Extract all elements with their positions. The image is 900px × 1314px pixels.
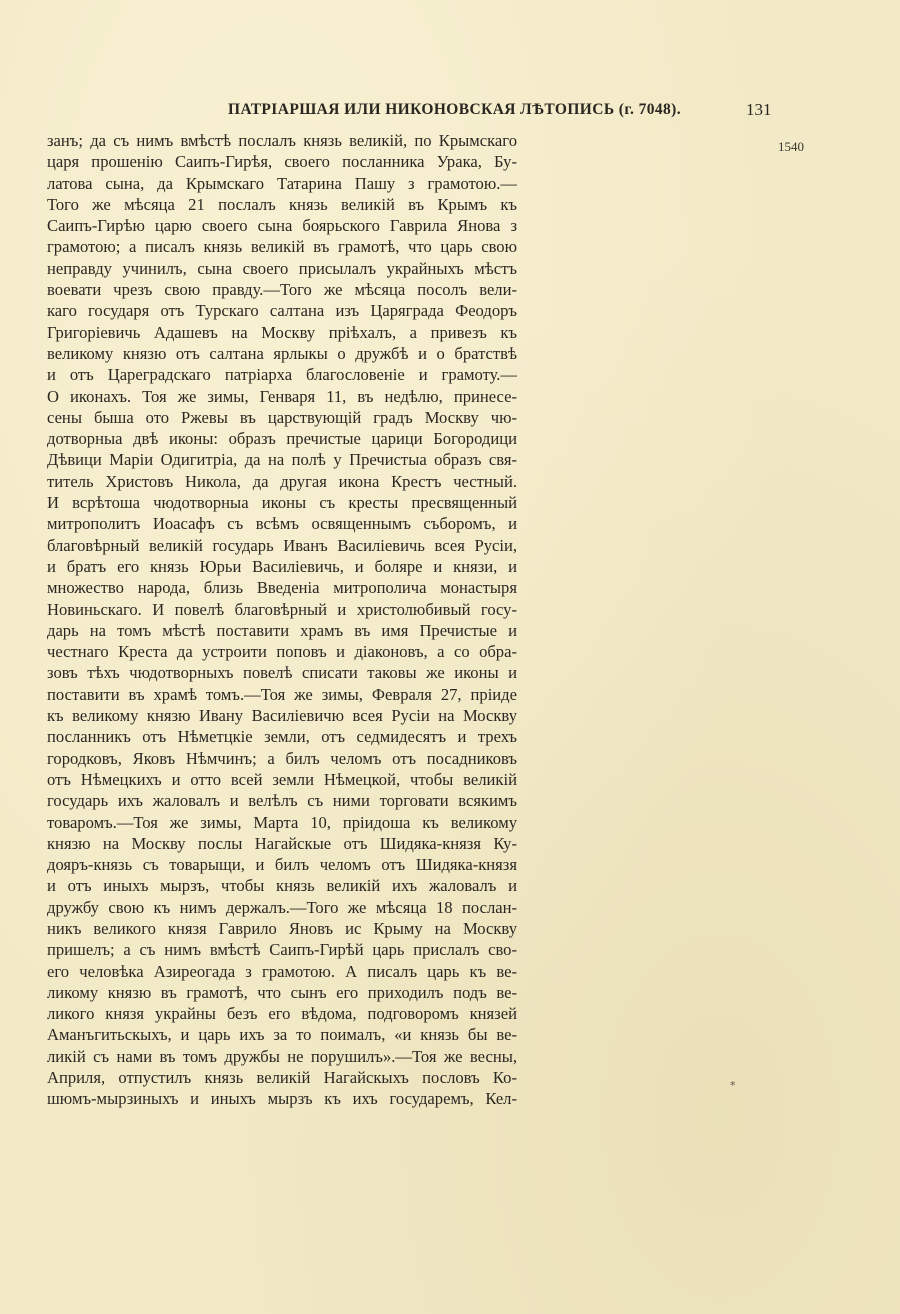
text-line: пришелъ; а съ нимъ вмѣстѣ Саипъ-Гирѣй царь прислалъ сво-: [47, 940, 517, 960]
text-line: государь ихъ жаловалъ и велѣлъ съ ними торговати всякимъ: [47, 791, 517, 811]
text-line: князю на Москву послы Нагайскые отъ Шидяка-князя Ку-: [47, 833, 517, 853]
text-line: неправду учинилъ, сына своего присылалъ украйныхъ мѣстъ: [47, 258, 517, 278]
text-line: зовъ тѣхъ чюдотворныхъ повелѣ списати таковы же иконы и: [47, 663, 517, 683]
text-line: занъ; да съ нимъ вмѣстѣ послалъ князь великій, по Крымскаго: [47, 131, 517, 150]
text-line: дотворныа двѣ иконы: образъ пречистые царици Богородици: [47, 429, 517, 449]
text-line: Аманъгитьскыхъ, и царь ихъ за то поималъ, «и князь бы ве-: [47, 1025, 517, 1045]
text-line: великому князю отъ салтана ярлыкы о дружбѣ и о братствѣ: [47, 343, 517, 363]
text-line: Дѣвици Маріи Одигитріа, да на полѣ у Пречистыа образъ свя-: [47, 450, 517, 470]
margin-year-note: 1540: [778, 139, 804, 154]
text-line: сены быша ото Ржевы въ царствующій градъ Москву чю-: [47, 407, 517, 427]
text-line: городковъ, Яковъ Нѣмчинъ; а билъ челомъ отъ посадниковъ: [47, 748, 517, 768]
page-number: 131: [746, 100, 772, 119]
text-line: посланникъ отъ Нѣметцкіе земли, отъ седмидесятъ и трехъ: [47, 727, 517, 747]
text-line: титель Христовъ Никола, да другая икона Крестъ честный.: [47, 471, 517, 491]
text-line: дружбу свою къ нимъ держалъ.—Того же мѣсяца 18 послан-: [47, 897, 517, 917]
text-line: поставити въ храмѣ томъ.—Тоя же зимы, Февраля 27, пріиде: [47, 684, 517, 704]
text-line: къ великому князю Ивану Василіевичю всея Русіи на Москву: [47, 706, 517, 726]
text-line: митрополитъ Иоасафъ съ всѣмъ освященнымъ съборомъ, и: [47, 514, 517, 534]
text-line: Саипъ-Гирѣю царю своего сына боярьского Гаврила Янова з: [47, 216, 517, 236]
print-speck: *: [730, 1079, 736, 1092]
text-line: Новиньскаго. И повелѣ благовѣрный и христолюбивый госу-: [47, 599, 517, 619]
text-line: воевати чрезъ свою правду.—Того же мѣсяца посолъ вели-: [47, 280, 517, 300]
running-title: ПАТРІАРШАЯ ИЛИ НИКОНОВСКАЯ ЛѢТОПИСЬ (г. 7048).: [228, 101, 682, 118]
text-line: латова сына, да Крымскаго Татарина Пашу з грамотою.—: [47, 173, 517, 193]
text-line: благовѣрный великій государь Иванъ Василіевичь всея Русіи,: [47, 535, 517, 555]
text-line: ликого князя украйны безъ его вѣдома, подговоромъ князей: [47, 1004, 517, 1024]
text-line: его человѣка Азиреогада з грамотою. А писалъ царь къ ве-: [47, 961, 517, 981]
text-line: шюмъ-мырзиныхъ и иныхъ мырзъ къ ихъ государемъ, Кел-: [47, 1089, 517, 1109]
text-line: множество народа, близь Введеніа митрополича монастыря: [47, 578, 517, 598]
text-line: ликій съ нами въ томъ дружбы не порушилъ».—Тоя же весны,: [47, 1046, 517, 1066]
text-line: грамотою; а писалъ князь великій въ грамотѣ, что царь свою: [47, 237, 517, 257]
text-line: Григоріевичь Адашевъ на Москву пріѣхалъ, а привезъ къ: [47, 322, 517, 342]
text-line: никъ великого князя Гаврило Яновъ ис Крыму на Москву: [47, 918, 517, 938]
text-line: и отъ иныхъ мырзъ, чтобы князь великій ихъ жаловалъ и: [47, 876, 517, 896]
text-line: царя прошенію Саипъ-Гирѣя, своего посланника Урака, Бу-: [47, 152, 517, 172]
text-line: честнаго Креста да устроити поповъ и діаконовъ, а со обра-: [47, 642, 517, 662]
text-line: каго государя отъ Турскаго салтана изъ Царяграда Феодоръ: [47, 301, 517, 321]
text-line: дарь на томъ мѣстѣ поставити храмъ въ имя Пречистые и: [47, 620, 517, 640]
body-text-column: [47, 130, 517, 1110]
text-line: и отъ Цареградскаго патріарха благословеніе и грамоту.—: [47, 365, 517, 385]
text-line: О иконахъ. Тоя же зимы, Генваря 11, въ недѣлю, принесе-: [47, 386, 517, 406]
text-line: Априля, отпустилъ князь великій Нагайскыхъ пословъ Ко-: [47, 1068, 517, 1088]
text-line: отъ Нѣмецкихъ и отто всей земли Нѣмецкой, чтобы великій: [47, 769, 517, 789]
text-line: Того же мѣсяца 21 послалъ князь великій въ Крымъ къ: [47, 194, 517, 214]
text-line: И всрѣтоша чюдотворныа иконы съ кресты пресвященный: [47, 493, 517, 513]
text-line: дояръ-князь съ товарыщи, и билъ челомъ отъ Шидяка-князя: [47, 855, 517, 875]
text-line: товаромъ.—Тоя же зимы, Марта 10, пріидоша къ великому: [47, 812, 517, 832]
text-line: и братъ его князь Юрьи Василіевичь, и боляре и князи, и: [47, 556, 517, 576]
text-line: ликому князю въ грамотѣ, что сынъ его приходилъ подъ ве-: [47, 982, 517, 1002]
